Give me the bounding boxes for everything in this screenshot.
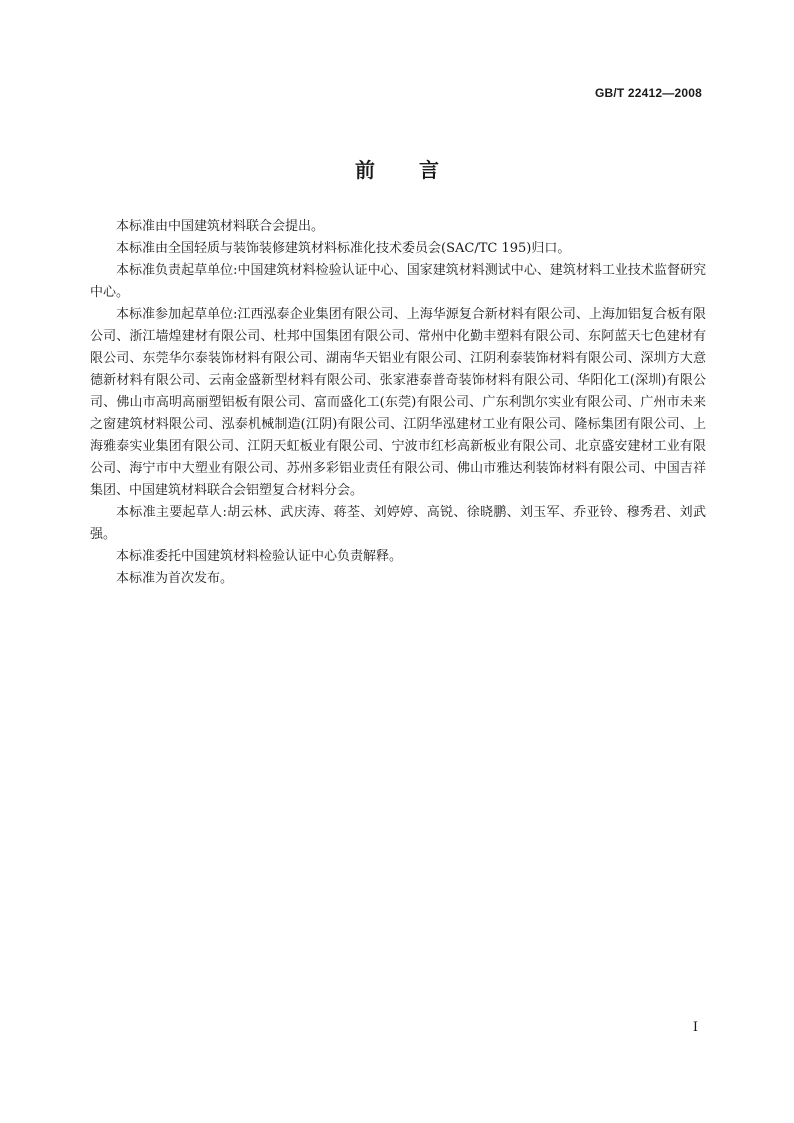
page-title: 前言: [355, 158, 483, 182]
standard-code: GB/T 22412—2008: [594, 86, 702, 100]
page-number: I: [692, 1020, 698, 1035]
paragraph-main-drafters: 本标准主要起草人:胡云林、武庆涛、蒋荃、刘婷婷、高锐、徐晓鹏、刘玉军、乔亚铃、穆秀君、刘武强。: [90, 505, 706, 542]
paragraph-interpretation: 本标准委托中国建筑材料检验认证中心负责解释。: [116, 549, 403, 564]
paragraph-first-release: 本标准为首次发布。: [116, 571, 234, 586]
paragraph-participating-drafters: 本标准参加起草单位:江西泓泰企业集团有限公司、上海华源复合新材料有限公司、上海加铝复合板有限公司、浙江墙煌建材有限公司、杜邦中国集团有限公司、常州中化勤丰塑料有限公司、东阿蓝天七色建材有限公司、东莞华尔泰装饰材料有限公司、湖南华天铝业有限公司、江阴利泰装饰材料有限公司、深圳方大意德新材料有限公司、云南金盛新型材料有限公司、张家港泰普奇装饰材料有限公司、华阳化工(深圳)有限公司、佛山市高明高丽塑铝板有限公司、富而盛化工(东莞)有限公司、广东利凯尔实业有限公司、广州市未来之窗建筑材料限公司、泓泰机械制造(江阴)有限公司、江阴华泓建材工业有限公司、隆标集团有限公司、上海雅泰实业集团有限公司、江阴天虹板业有限公司、宁波市红杉高新板业有限公司、北京盛安建材工业有限公司、海宁市中大塑业有限公司、苏州多彩铝业责任有限公司、佛山市雅达利装饰材料有限公司、中国吉祥集团、中国建筑材料联合会铝塑复合材料分会。: [90, 307, 706, 498]
foreword-body: [90, 216, 706, 590]
paragraph-responsible-drafters: 本标准负责起草单位:中国建筑材料检验认证中心、国家建筑材料测试中心、建筑材料工业技术监督研究中心。: [90, 263, 706, 300]
paragraph-administrator: 本标准由全国轻质与装饰装修建筑材料标准化技术委员会(SAC/TC 195)归口。: [116, 241, 571, 256]
paragraph-proposer: 本标准由中国建筑材料联合会提出。: [116, 219, 325, 234]
